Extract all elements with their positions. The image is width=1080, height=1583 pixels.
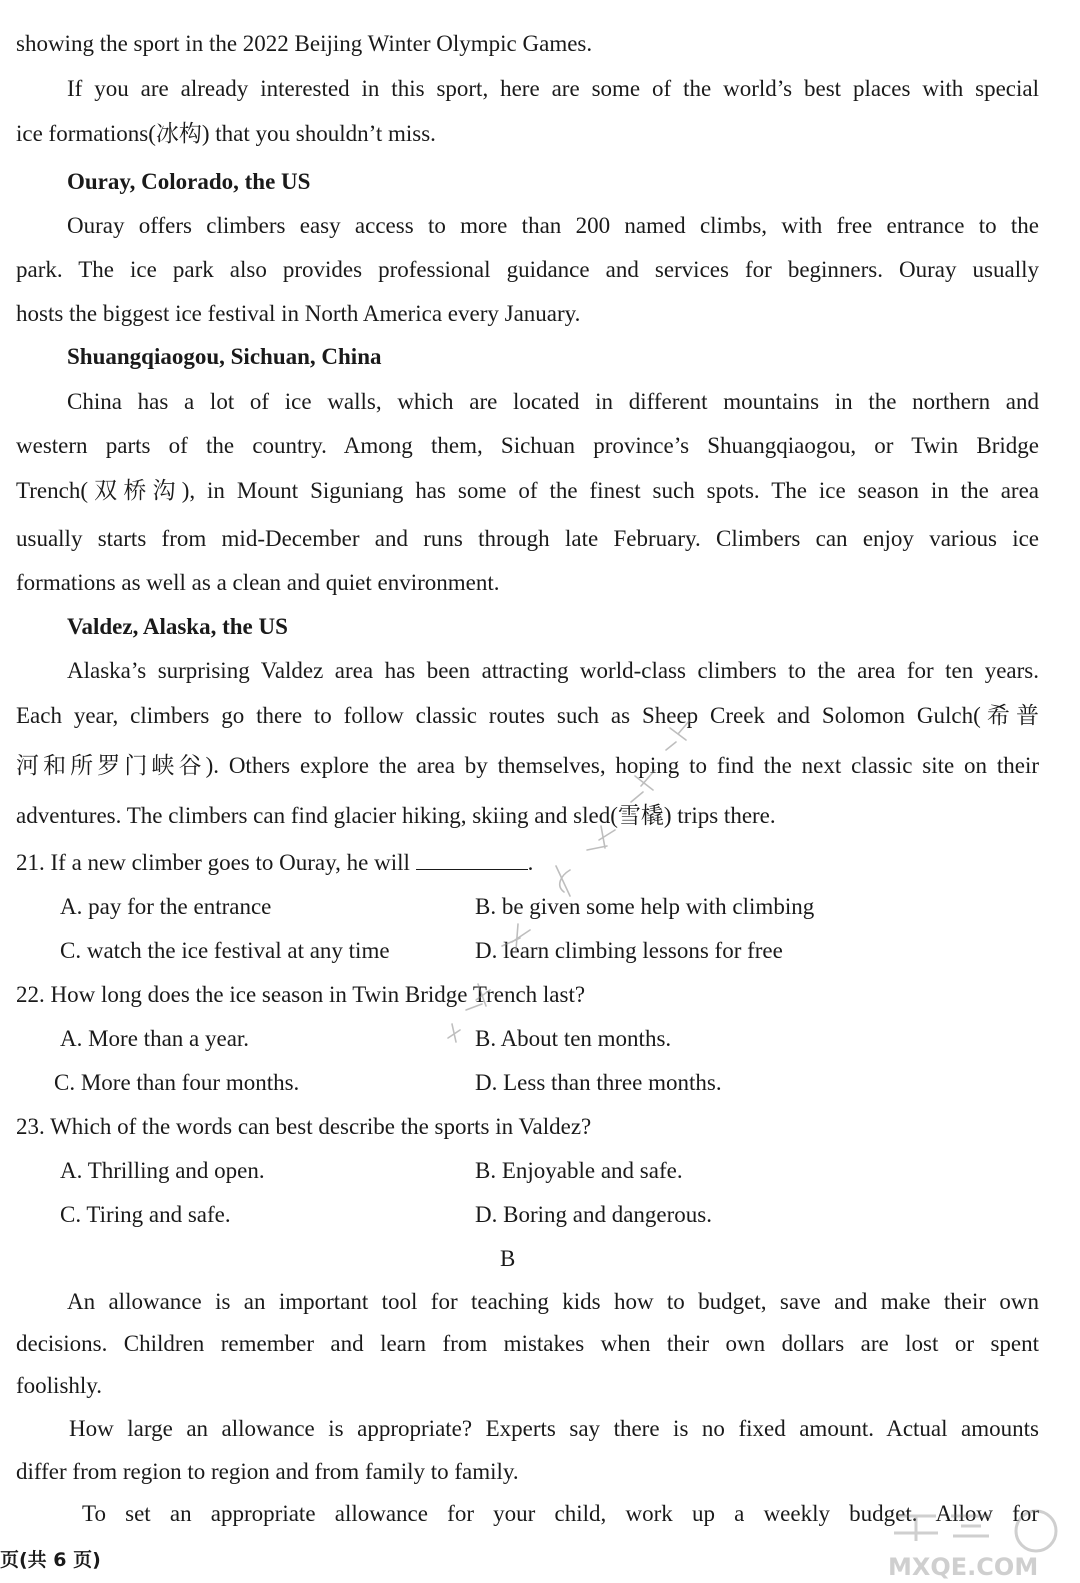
shuangqiaogou-heading: Shuangqiaogou, Sichuan, China [67, 344, 382, 369]
question-22-option-d[interactable]: D. Less than three months. [475, 1070, 722, 1095]
question-21-option-c[interactable]: C. watch the ice festival at any time [60, 938, 390, 963]
question-21-option-d[interactable]: D. learn climbing lessons for free [475, 938, 783, 963]
question-22-option-a[interactable]: A. More than a year. [60, 1026, 250, 1051]
passage-b-line-2: decisions. Children remember and learn from mistakes when their own dollars are lost or spent [16, 1331, 1039, 1356]
question-22-option-b[interactable]: B. About ten months. [475, 1026, 672, 1051]
intro-line-2: If you are already interested in this sport, here are some of the world’s best places with special [67, 76, 1039, 101]
ouray-line-3: hosts the biggest ice festival in North America every January. [16, 301, 581, 326]
question-21-option-b[interactable]: B. be given some help with climbing [475, 894, 815, 919]
ouray-heading: Ouray, Colorado, the US [67, 169, 311, 194]
page-indicator: 页(共 6 页) [0, 1549, 101, 1571]
valdez-line-2: Each year, climbers go there to follow classic routes such as Sheep Creek and Solomon Gulch(希普 [16, 703, 1039, 728]
question-21-option-a[interactable]: A. pay for the entrance [60, 894, 272, 919]
valdez-heading: Valdez, Alaska, the US [67, 614, 288, 639]
question-23-option-c[interactable]: C. Tiring and safe. [60, 1202, 231, 1227]
question-22-option-c[interactable]: C. More than four months. [54, 1070, 300, 1095]
svg-text:MXQE.COM: MXQE.COM [888, 1553, 1039, 1581]
ouray-line-2: park. The ice park also provides professional guidance and services for beginners. Ouray usually [16, 257, 1039, 282]
passage-b-line-6: To set an appropriate allowance for your child, work up a weekly budget. Allow for [82, 1501, 1039, 1526]
shuangqiaogou-line-2: western parts of the country. Among them, Sichuan province’s Shuangqiaogou, or Twin Bridge [16, 433, 1039, 458]
question-23-option-b[interactable]: B. Enjoyable and safe. [475, 1158, 683, 1183]
question-21-period: . [527, 850, 534, 875]
intro-line-3: ice formations(冰构) that you shouldn’t miss. [16, 121, 436, 146]
valdez-line-1: Alaska’s surprising Valdez area has been attracting world-class climbers to the area for ten years. [67, 658, 1039, 683]
question-23-option-d[interactable]: D. Boring and dangerous. [475, 1202, 712, 1227]
shuangqiaogou-line-3: Trench(双桥沟), in Mount Siguniang has some of the finest such spots. The ice season in the area [16, 478, 1039, 503]
passage-b-line-1: An allowance is an important tool for teaching kids how to budget, save and make their own [67, 1289, 1039, 1314]
question-21-text: 21. If a new climber goes to Ouray, he will [16, 850, 416, 875]
question-21-stem [16, 848, 533, 878]
passage-b-line-5: differ from region to region and from family to family. [16, 1459, 519, 1484]
question-22-stem: 22. How long does the ice season in Twin Bridge Trench last? [16, 982, 586, 1007]
question-23-option-a[interactable]: A. Thrilling and open. [60, 1158, 265, 1183]
shuangqiaogou-line-4: usually starts from mid-December and runs through late February. Climbers can enjoy various ice [16, 526, 1039, 551]
shuangqiaogou-line-5: formations as well as a clean and quiet environment. [16, 570, 500, 595]
ouray-line-1: Ouray offers climbers easy access to more than 200 named climbs, with free entrance to the [67, 213, 1039, 238]
valdez-line-3: 河和所罗门峡谷). Others explore the area by themselves, hoping to find the next classic site on their [16, 753, 1039, 778]
shuangqiaogou-line-1: China has a lot of ice walls, which are located in different mountains in the northern and [67, 389, 1039, 414]
passage-b-line-4: How large an allowance is appropriate? Experts say there is no fixed amount. Actual amounts [69, 1416, 1039, 1441]
passage-b-line-3: foolishly. [16, 1373, 103, 1398]
question-23-stem: 23. Which of the words can best describe the sports in Valdez? [16, 1114, 592, 1139]
intro-line-1: showing the sport in the 2022 Beijing Winter Olympic Games. [16, 31, 593, 56]
valdez-line-4: adventures. The climbers can find glacier hiking, skiing and sled(雪橇) trips there. [16, 803, 776, 828]
answer-blank [416, 849, 528, 870]
section-b-label: B [500, 1246, 516, 1271]
